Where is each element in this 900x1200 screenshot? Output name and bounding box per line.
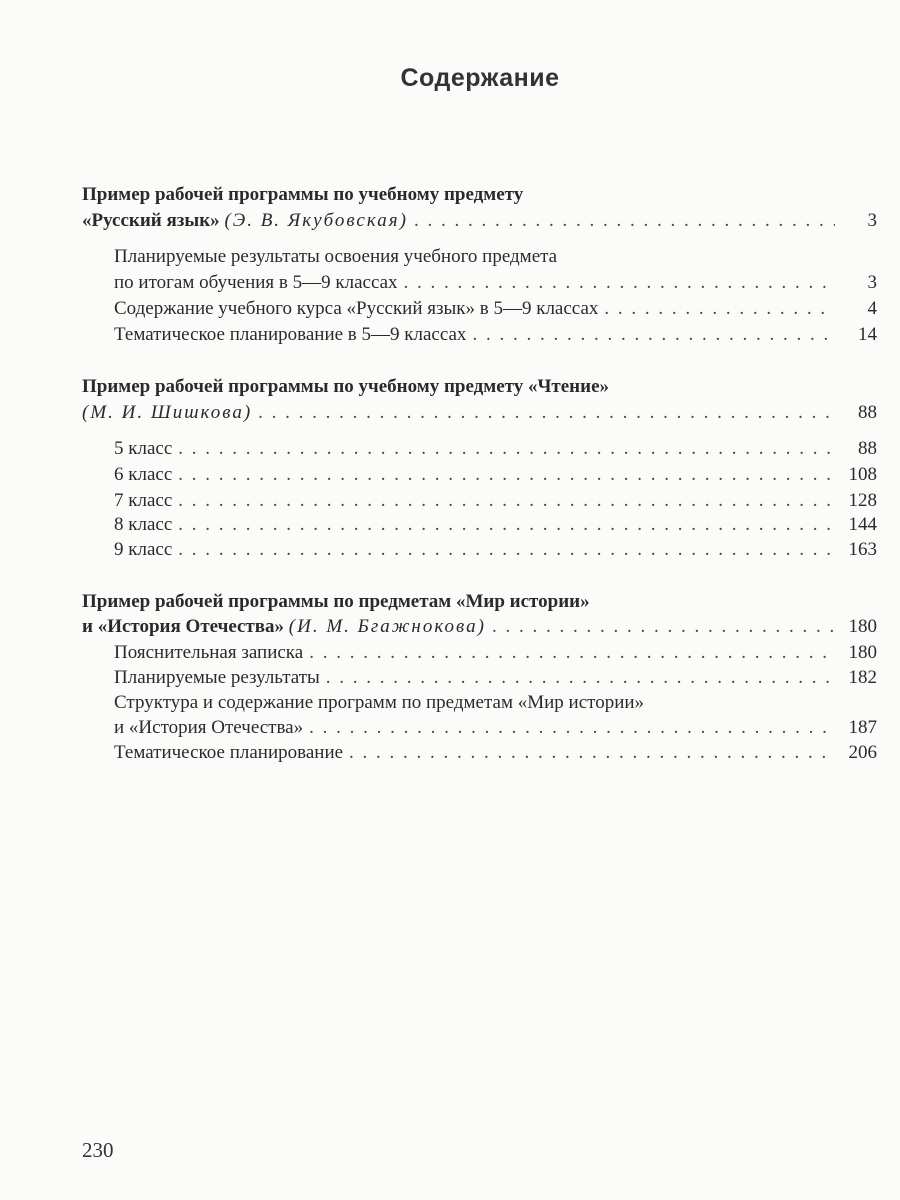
page-ref: 4 — [867, 298, 877, 319]
toc-entry — [114, 462, 877, 488]
toc-section-heading-entry — [82, 208, 877, 234]
dot-leader — [178, 512, 835, 538]
toc-section-heading — [82, 182, 877, 208]
dot-leader — [309, 640, 835, 666]
page-title: Содержание — [400, 64, 560, 92]
section-author: (М. И. Шишкова) — [82, 402, 253, 423]
dot-leader — [326, 665, 835, 691]
page-ref: 3 — [867, 272, 877, 293]
entry-text: Содержание учебного курса «Русский язык» в 5—9 классах — [114, 298, 599, 319]
toc-section-heading — [82, 589, 877, 615]
page-ref: 128 — [848, 490, 877, 511]
toc-entry — [114, 270, 877, 296]
entry-text: 7 класс — [114, 490, 173, 511]
page-ref: 88 — [858, 402, 877, 423]
dot-leader — [472, 322, 835, 348]
toc-entry — [114, 665, 877, 691]
toc-entry — [114, 436, 877, 462]
dot-leader — [258, 400, 835, 426]
section-title — [82, 208, 408, 234]
dot-leader — [178, 462, 835, 488]
page-ref: 88 — [858, 438, 877, 459]
page-ref: 108 — [848, 464, 877, 485]
entry-text: 5 класс — [114, 438, 173, 459]
section-title — [82, 614, 486, 640]
toc-entry — [114, 512, 877, 538]
page-ref: 163 — [848, 539, 877, 560]
dot-leader — [349, 740, 835, 766]
dot-leader — [178, 436, 835, 462]
page-number: 230 — [82, 1138, 114, 1162]
toc-section-heading-entry — [82, 614, 877, 640]
dot-leader — [604, 296, 835, 322]
toc-entry — [114, 296, 877, 322]
dot-leader — [178, 537, 835, 563]
entry-text: 6 класс — [114, 464, 173, 485]
section-author: (Э. В. Якубовская) — [224, 210, 408, 231]
page-ref: 14 — [858, 324, 877, 345]
toc-section-heading-entry — [82, 400, 877, 426]
section-subject: и «История Отечества» — [82, 616, 285, 637]
entry-text: Тематическое планирование — [114, 742, 344, 763]
dot-leader — [492, 614, 835, 640]
section-heading-line: Пример рабочей программы по учебному предмету — [82, 184, 524, 205]
entry-text: Тематическое планирование в 5—9 классах — [114, 324, 467, 345]
entry-text: Планируемые результаты освоения учебного предмета — [114, 246, 558, 267]
toc-entry — [114, 740, 877, 766]
page-ref: 206 — [848, 742, 877, 763]
dot-leader — [404, 270, 835, 296]
entry-text: по итогам обучения в 5—9 классах — [114, 272, 398, 293]
entry-text: и «История Отечества» — [114, 717, 304, 738]
dot-leader — [414, 208, 835, 234]
section-heading-line: Пример рабочей программы по предметам «Мир истории» — [82, 591, 590, 612]
toc-entry — [114, 488, 877, 514]
page-ref: 180 — [848, 642, 877, 663]
page-ref: 182 — [848, 667, 877, 688]
toc-entry — [114, 715, 877, 741]
toc-entry-line — [114, 244, 877, 270]
entry-text: Структура и содержание программ по предметам «Мир истории» — [114, 692, 645, 713]
dot-leader — [178, 488, 835, 514]
page-ref: 187 — [848, 717, 877, 738]
entry-text: Планируемые результаты — [114, 667, 320, 688]
entry-text: Пояснительная записка — [114, 642, 304, 663]
dot-leader — [309, 715, 835, 741]
toc-entry — [114, 322, 877, 348]
page-ref: 3 — [867, 210, 877, 231]
entry-text: 9 класс — [114, 539, 173, 560]
page-ref: 144 — [848, 514, 877, 535]
toc-entry-line — [114, 690, 877, 716]
toc-entry — [114, 537, 877, 563]
toc-entry — [114, 640, 877, 666]
section-author: (И. М. Бгажнокова) — [288, 616, 486, 637]
entry-text: 8 класс — [114, 514, 173, 535]
section-heading-line: Пример рабочей программы по учебному предмету «Чтение» — [82, 376, 610, 397]
section-subject: «Русский язык» — [82, 210, 220, 231]
page-ref: 180 — [848, 616, 877, 637]
toc-section-heading — [82, 374, 877, 400]
